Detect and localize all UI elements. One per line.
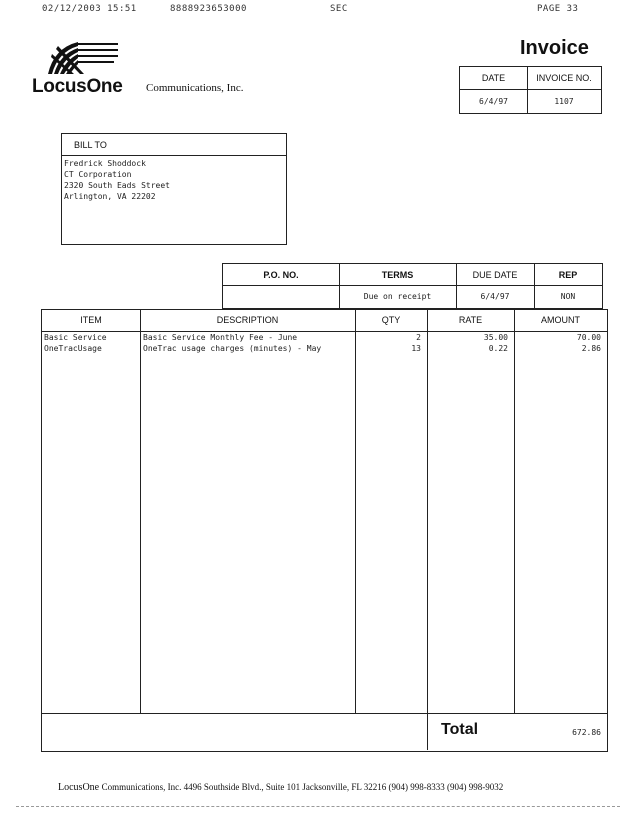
- row-item: Basic Service: [44, 333, 107, 342]
- row-amount: 2.86: [581, 344, 601, 353]
- fax-number: 8888923653000: [170, 4, 247, 14]
- table-row: [42, 344, 607, 355]
- terms-box: [222, 263, 603, 309]
- bill-to-line: Arlington, VA 22202: [64, 192, 156, 201]
- col-header-qty: QTY: [381, 315, 401, 325]
- company-name-suffix: Communications, Inc.: [146, 82, 244, 94]
- invoice-date: 6/4/97: [479, 97, 508, 106]
- invoice-title: Invoice: [520, 37, 589, 59]
- bill-to-address: [64, 158, 170, 202]
- footer-company: LocusOne: [58, 782, 100, 793]
- row-amount: 70.00: [576, 333, 601, 342]
- bill-to-label: BILL TO: [74, 140, 107, 150]
- po-label: P.O. NO.: [263, 270, 299, 280]
- col-header-description: DESCRIPTION: [216, 315, 279, 325]
- items-table: [41, 309, 608, 752]
- due-date-value: 6/4/97: [480, 292, 510, 301]
- bill-to-line: Fredrick Shoddock: [64, 159, 146, 168]
- col-header-item: ITEM: [80, 315, 102, 325]
- terms-label: TERMS: [381, 270, 414, 280]
- col-header-amount: AMOUNT: [541, 315, 580, 325]
- total-value: 672.86: [572, 728, 601, 737]
- invoice-no-label: INVOICE NO.: [536, 73, 592, 83]
- row-item: OneTracUsage: [44, 344, 102, 353]
- bill-to-line: CT Corporation: [64, 170, 132, 179]
- invoice-meta-box: [459, 66, 602, 114]
- invoice-number: 1107: [554, 97, 574, 106]
- globe-logo-icon: [44, 40, 124, 76]
- fax-station: SEC: [330, 4, 348, 14]
- fax-page: PAGE 33: [537, 4, 579, 14]
- row-description: Basic Service Monthly Fee - June: [143, 333, 298, 342]
- fax-datetime: 02/12/2003 15:51: [42, 4, 137, 14]
- company-logo-text: LocusOne: [32, 76, 123, 97]
- footer: [58, 782, 503, 793]
- table-row: [42, 333, 607, 344]
- row-rate: 35.00: [483, 333, 508, 342]
- footer-address: Communications, Inc. 4496 Southside Blvd., Suite 101 Jacksonville, FL 32216 (904) 998-8333 (904) 998-9032: [101, 782, 504, 792]
- date-label: DATE: [481, 73, 506, 83]
- col-header-rate: RATE: [458, 315, 483, 325]
- fax-bottom-edge: [16, 806, 620, 807]
- bill-to-box: [61, 133, 287, 245]
- row-qty: 2: [416, 333, 421, 342]
- row-qty: 13: [411, 344, 421, 353]
- due-date-label: DUE DATE: [472, 270, 518, 280]
- bill-to-line: 2320 South Eads Street: [64, 181, 170, 190]
- terms-value: Due on receipt: [363, 292, 432, 301]
- rep-value: NON: [560, 292, 576, 301]
- row-rate: 0.22: [488, 344, 508, 353]
- row-description: OneTrac usage charges (minutes) - May: [143, 344, 322, 353]
- rep-label: REP: [558, 270, 578, 280]
- total-label: Total: [441, 721, 479, 738]
